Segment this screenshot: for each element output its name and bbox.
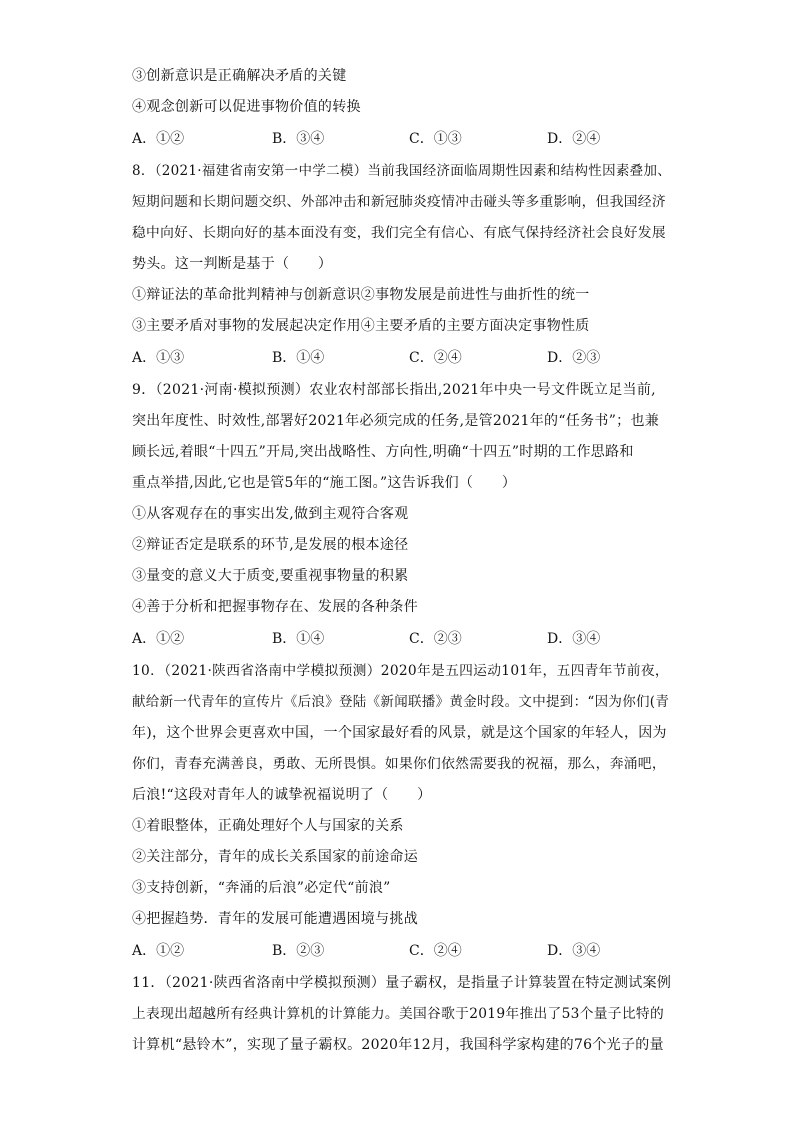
q9-item-3: ③量变的意义大于质变,要重视事物量的积累 (132, 568, 409, 584)
q10-stem-line-3: 年)，这个世界会更喜欢中国，一个国家最好看的风景，就是这个国家的年轻人，因为 (132, 725, 667, 741)
q10-options (132, 940, 662, 960)
q10-item-1: ①着眼整体，正确处理好个人与国家的关系 (132, 818, 404, 834)
q8-stem-line-4: 势头。这一判断是基于（ ） (132, 256, 333, 272)
q9-item-1: ①从客观存在的事实出发,做到主观符合客观 (132, 506, 409, 522)
q10-option-b[interactable]: B．②③ (272, 943, 325, 959)
q8-item-2: ③主要矛盾对事物的发展起决定作用④主要矛盾的主要方面决定事物性质 (132, 318, 590, 334)
q10-item-2: ②关注部分，青年的成长关系国家的前途命运 (132, 849, 418, 865)
q8-item-1: ①辩证法的革命批判精神与创新意识②事物发展是前进性与曲折性的统一 (132, 287, 590, 303)
q9-stem-line-1: 9．（2021·河南·模拟预测）农业农村部部长指出,2021年中央一号文件既立足当前, (132, 382, 656, 398)
q10-stem-line-2: 献给新一代青年的宣传片《后浪》登陆《新闻联播》黄金时段。文中提到：“因为你们(青 (132, 694, 670, 710)
q10-option-a[interactable]: A．①② (132, 943, 185, 959)
q10-stem-line-1: 10．（2021·陕西省洛南中学模拟预测）2020年是五四运动101年，五四青年节前夜， (132, 663, 669, 679)
q9-options (132, 628, 662, 648)
q7-item-3: ③创新意识是正确解决矛盾的关键 (132, 68, 347, 84)
q9-option-c[interactable]: C．②③ (409, 631, 462, 647)
q9-option-b[interactable]: B．①④ (272, 631, 325, 647)
q7-options (132, 128, 662, 148)
q10-option-c[interactable]: C．②④ (409, 943, 462, 959)
q7-item-4: ④观念创新可以促进事物价值的转换 (132, 99, 361, 115)
q9-option-a[interactable]: A．①② (132, 631, 185, 647)
q10-option-d[interactable]: D．③④ (547, 943, 601, 959)
q7-option-d[interactable]: D．②④ (547, 131, 601, 147)
q8-stem-line-1: 8．（2021·福建省南安第一中学二模）当前我国经济面临周期性因素和结构性因素叠加、 (132, 163, 672, 179)
q8-option-d[interactable]: D．②③ (547, 350, 601, 366)
q10-item-3: ③支持创新，“奔涌的后浪”必定代“前浪” (132, 880, 391, 896)
q7-option-b[interactable]: B．③④ (272, 131, 325, 147)
q9-option-d[interactable]: D．③④ (547, 631, 601, 647)
q9-stem-line-4: 重点举措,因此,它也是管5年的“施工图。”这告诉我们（ ） (132, 475, 517, 491)
q9-stem-line-2: 突出年度性、时效性,部署好2021年必须完成的任务,是管2021年的“任务书”；也兼 (132, 413, 660, 429)
q9-item-2: ②辩证否定是联系的环节,是发展的根本途径 (132, 537, 409, 553)
q10-stem-line-5: 后浪!“这段对青年人的诚挚祝福说明了（ ） (132, 787, 432, 803)
q11-stem-line-1: 11．（2021·陕西省洛南中学模拟预测）量子霸权，是指量子计算装置在特定测试案例 (132, 975, 672, 991)
q8-option-b[interactable]: B．①④ (272, 350, 325, 366)
q7-option-a[interactable]: A．①② (132, 131, 185, 147)
q8-option-c[interactable]: C．②④ (409, 350, 462, 366)
q10-item-4: ④把握趋势．青年的发展可能遭遇困境与挑战 (132, 911, 418, 927)
q8-stem-line-3: 稳中向好、长期向好的基本面没有变，我们完全有信心、有底气保持经济社会良好发展 (132, 225, 666, 241)
q9-item-4: ④善于分析和把握事物存在、发展的各种条件 (132, 599, 418, 615)
q11-stem-line-2: 上表现出超越所有经典计算机的计算能力。美国谷歌于2019年推出了53个量子比特的 (132, 1006, 664, 1022)
q8-options (132, 347, 662, 367)
q10-stem-line-4: 你们，青春充满善良，勇敢、无所畏惧。如果你们依然需要我的祝福，那么，奔涌吧， (132, 756, 666, 772)
q8-stem-line-2: 短期问题和长期问题交织、外部冲击和新冠肺炎疫情冲击碰头等多重影响，但我国经济 (132, 194, 666, 210)
q11-stem-line-3: 计算机“悬铃木”，实现了量子霸权。2020年12月，我国科学家构建的76个光子的量 (132, 1037, 664, 1053)
q7-option-c[interactable]: C．①③ (409, 131, 462, 147)
q9-stem-line-3: 顾长远,着眼“十四五”开局,突出战略性、方向性,明确“十四五”时期的工作思路和 (132, 444, 634, 460)
q8-option-a[interactable]: A．①③ (132, 350, 185, 366)
